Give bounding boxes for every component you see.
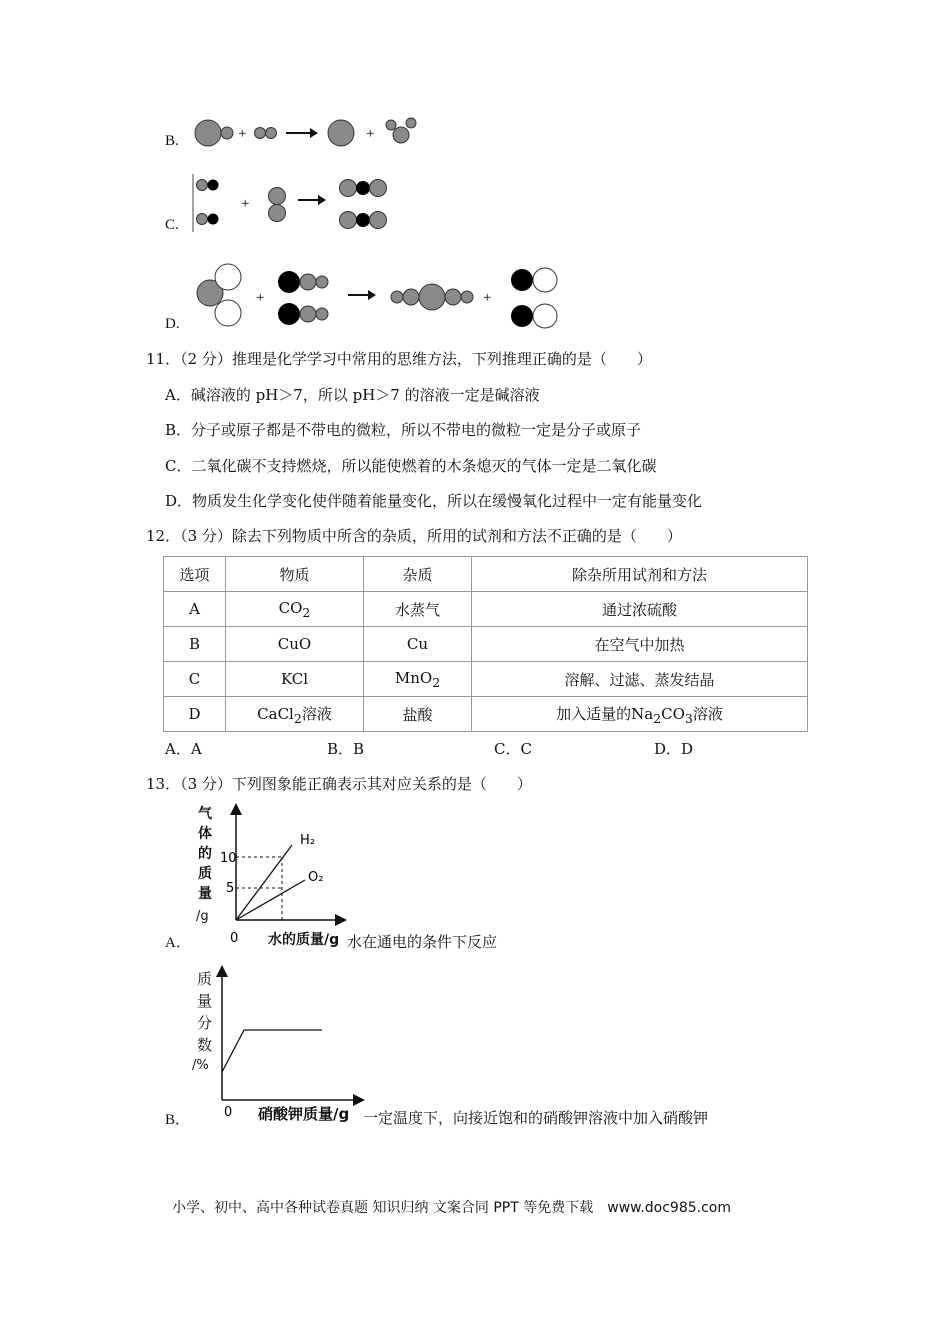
q12-answer-c: C．C [494,740,532,758]
chart-b-ylabel-char: 质 [197,970,213,988]
chart-a-o2-line [236,880,305,920]
chart-a-tick-5: 5 [226,881,235,896]
table-cell: CaCl$_2$溶液 [226,697,364,732]
table-cell: KCl [226,662,364,697]
table-cell: MnO$_2$ [364,662,472,697]
chart-a-h2-line [236,845,292,920]
chart-b-solubility [186,962,368,1122]
chart-a-o2-label: O₂ [308,870,324,885]
table-cell: Cu [364,627,472,662]
table-cell: 水蒸气 [364,592,472,627]
option-d-molecule-diagram [190,258,570,336]
footer-url[interactable]: www.doc985.com [607,1200,731,1216]
chart-a-h2-label: H₂ [300,833,315,848]
q12-stem: 12．（3 分）除去下列物质中所含的杂质，所用的试剂和方法不正确的是（ ） [146,527,682,545]
q11-option-b: B．分子或原子都是不带电的微粒，所以不带电的微粒一定是分子或原子 [165,421,642,439]
q12-answer-a: A．A [165,740,202,758]
chart-b-ylabel-char: 量 [197,992,213,1010]
svg-text:+: + [238,126,247,142]
q13-option-a-caption: 水在通电的条件下反应 [347,933,498,951]
option-d-label: D. [165,316,180,332]
q11-option-c: C．二氧化碳不支持燃烧，所以能使燃着的木条熄灭的气体一定是二氧化碳 [165,457,657,475]
table-cell: A [164,592,226,627]
table-cell: 在空气中加热 [472,627,808,662]
q12-table [163,556,808,732]
chart-a-ylabel-char: 量 [198,886,212,902]
q11-option-d: D．物质发生化学变化使伴随着能量变化，所以在缓慢氧化过程中一定有能量变化 [165,492,703,510]
chart-b-ylabel-char: 分 [197,1014,213,1032]
chart-a-ylabel-char: 质 [198,866,212,882]
header-cell: 物质 [226,557,364,592]
table-cell: C [164,662,226,697]
chart-a-origin: 0 [230,931,239,946]
table-row [164,697,808,732]
chart-b-ylabel-char: 数 [197,1036,213,1054]
q13-option-b-label: B． [165,1112,191,1128]
table-cell: B [164,627,226,662]
option-c-molecule-diagram [190,172,400,234]
chart-b-origin: 0 [224,1105,233,1120]
table-cell: $CO_2$ [226,592,364,627]
header-cell: 杂质 [364,557,472,592]
chart-a-ylabel-unit: /g [196,909,209,924]
option-c-label: C. [165,217,179,233]
q13-stem: 13．（3 分）下列图象能正确表示其对应关系的是（ ） [146,775,532,793]
chart-a-ylabel-char: 体 [198,826,212,842]
chart-a-ylabel-char: 的 [198,846,212,862]
table-row [164,592,808,627]
svg-text:+: + [366,126,375,142]
header-cell: 除杂所用试剂和方法 [472,557,808,592]
q13-option-a-label: A． [165,935,191,951]
table-cell: 加入适量的$Na_2CO_3$溶液 [472,697,808,732]
svg-text:+: + [256,290,265,306]
option-b-label: B. [165,133,179,149]
table-cell: 溶解、过滤、蒸发结晶 [472,662,808,697]
chart-a-ylabel-char: 气 [198,806,212,822]
table-cell: CuO [226,627,364,662]
table-row [164,627,808,662]
option-b-molecule-diagram [190,112,430,158]
footer-text: 小学、初中、高中各种试卷真题 知识归纳 文案合同 PPT 等免费下载 www.doc985.com [172,1200,731,1216]
chart-b-ylabel-unit: /% [192,1058,209,1073]
q12-answer-b: B．B [327,740,365,758]
chart-b-series-line [222,1030,322,1072]
table-cell: 盐酸 [364,697,472,732]
table-row [164,662,808,697]
svg-text:+: + [483,290,492,306]
q11-option-a: A．碱溶液的 pH＞7，所以 pH＞7 的溶液一定是碱溶液 [165,386,540,404]
chart-b-xlabel: 硝酸钾质量/g [258,1105,350,1123]
table-header-row [164,557,808,592]
header-cell: 选项 [164,557,226,592]
chart-a-tick-10: 10 [220,851,237,866]
q12-answer-d: D．D [654,740,694,758]
q11-stem: 11．（2 分）推理是化学学习中常用的思维方法，下列推理正确的是（ ） [146,350,652,368]
chart-a-xlabel: 水的质量/g [268,932,340,948]
q13-option-b-caption: 一定温度下，向接近饱和的硝酸钾溶液中加入硝酸钾 [363,1109,709,1127]
table-cell: 通过浓硫酸 [472,592,808,627]
table-cell: D [164,697,226,732]
svg-text:+: + [241,196,250,212]
